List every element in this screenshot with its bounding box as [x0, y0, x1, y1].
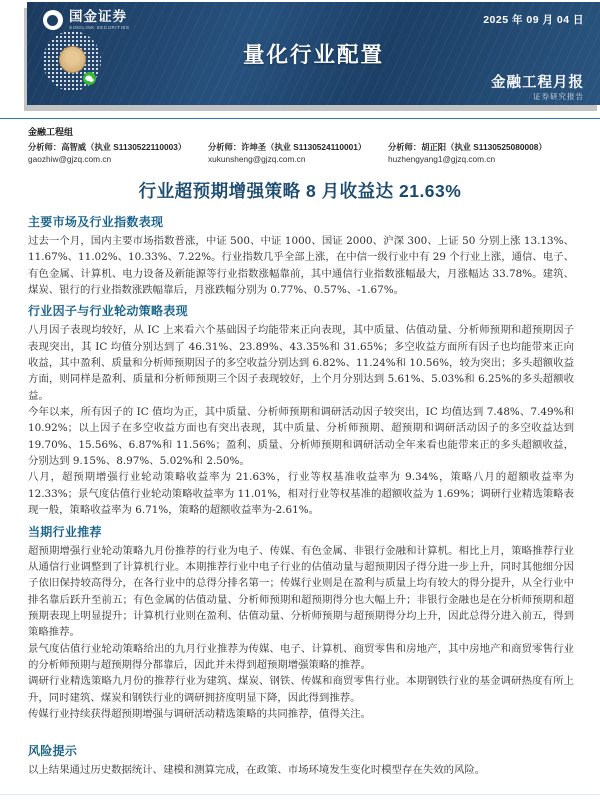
analyst-name: 分析师：高智威（执业 S1130522110003）: [28, 142, 187, 152]
paragraph: 过去一个月，国内主要市场指数普涨，中证 500、中证 1000、国证 2000、沪深 300、上证 50 分别上涨 13.13%、11.67%、11.02%、10.33%、7.22%。行业指数几乎全部上涨，在中信一级行业中有 29 个行业上涨，通信、电子、有色金属、计算机、电力设备及新能源等行业指数涨幅靠前，其中通信行业指数涨幅最大，月涨幅达 33.78%。建筑、煤炭、银行的行业指数涨跌幅靠后，月涨跌幅分别为 0.77%、0.57%、-1.67%。: [28, 235, 574, 297]
report-main-title: 行业超预期增强策略 8 月收益达 21.63%: [138, 181, 462, 201]
analyst-name: 分析师：胡正阳（执业 S1130525080008）: [388, 142, 547, 152]
analyst-email: gaozhiw@gjzq.com.cn: [28, 154, 112, 165]
report-type-label: 金融工程月报: [491, 75, 584, 91]
paragraph: 今年以来，所有因子的 IC 值均为正，其中质量、分析师预期和调研活动因子较突出，IC 均值达到 7.48%、7.49%和 10.92%；以上因子在多空收益方面也有突出表现，其中质量、分析师预期、超预期和调研活动因子的多空收益达到 19.70%、15.56%、6.87%和 11.56%；盈利、质量、分析师预期和调研活动全年来看也能带来正的多头超额收益，分别达到 9.15%、8.97%、5.02%和 2.50%。: [28, 406, 574, 468]
paragraph: 八月因子表现均较好，从 IC 上来看六个基础因子均能带来正向表现，其中质量、估值动量、分析师预期和超预期因子表现突出，其 IC 均值分别达到了 46.31%、23.89%、43.35%和 31.65%；多空收益方面所有因子也均能带来正向收益，其中盈利、质量和分析师预期因子的多空收益分别达到 6.82%、11.24%和 10.56%，较为突出；多头超额收益方面，则同样是盈利、质量和分析师预期三个因子表现较好，上个月分别达到 5.61%、5.03%和 6.25%的多头超额收益。: [28, 324, 574, 402]
header-banner: [27, 2, 600, 105]
header-divider: [0, 118, 600, 119]
footer-divider: [0, 794, 600, 795]
sinolink-logo-icon: [43, 10, 63, 30]
brand-name-en: SINOLINK SECURITIES: [69, 24, 130, 30]
analyst-card: [28, 141, 208, 165]
analyst-block: [28, 125, 580, 165]
report-subtype-label: 证券研究报告: [533, 92, 584, 101]
section-heading: 主要市场及行业指数表现: [28, 215, 164, 229]
analyst-email: huzhengyang1@gjzq.com.cn: [388, 154, 496, 165]
team-group-label: 金融工程组: [28, 127, 74, 137]
paragraph: 传媒行业持续获得超预期增强与调研活动精选策略的共同推荐，值得关注。: [28, 707, 371, 720]
analyst-card: [388, 141, 568, 165]
paragraph: 以上结果通过历史数据统计、建模和测算完成，在政策、市场环境发生变化时模型存在失效的风险。: [28, 764, 486, 777]
paragraph: 景气度估值行业轮动策略给出的九月行业推荐为传媒、电子、计算机、商贸零售和房地产，其中房地产和商贸零售行业的分析师预期与超预期得分都靠后，因此并未得到超预期增强策略的推荐。: [28, 642, 574, 671]
wechat-icon: [83, 72, 96, 85]
section-risk-warning: [28, 742, 574, 778]
report-body: [28, 209, 574, 779]
banner-title: 量化行业配置: [242, 43, 384, 67]
analyst-card: [208, 141, 388, 165]
section-factor-strategy: [28, 302, 574, 518]
section-industry-recommendation: [28, 523, 574, 723]
section-heading: 当期行业推荐: [28, 524, 102, 539]
paragraph: 超预期增强行业轮动策略九月份推荐的行业为电子、传媒、有色金属、非银行金融和计算机。相比上月，策略推荐行业从通信行业调整到了计算机行业。本期推荐行业中电子行业的估值动量与超预期因子得分进一步上升，同时其他细分因子依旧保持较高得分，在各行业中的总得分排名第一；传媒行业则是在盈利与质量上均有较大的得分提升，从全行业中排名靠后跃升至前五；有色金属的估值动量、分析师预期和超预期得分也大幅上升；非银行金融也是在分析师预期和超预期表现上明显提升；计算机行业则在盈利、估值动量、分析师预期与超预期得分均上升，因此总得分进入前五，得到策略推荐。: [28, 544, 574, 639]
brand-logo: [43, 10, 130, 30]
section-heading: 风险提示: [28, 744, 78, 759]
section-heading: 行业因子与行业轮动策略表现: [28, 304, 188, 319]
paragraph: 调研行业精选策略九月份的推荐行业为建筑、煤炭、钢铁、传媒和商贸零售行业。本期钢铁行业的基金调研热度有所上升，同时建筑、煤炭和钢铁行业的调研拥挤度明显下降，因此得到推荐。: [28, 675, 574, 704]
brand-name-cn: 国金证券: [69, 9, 127, 24]
analyst-email: xukunsheng@gjzq.com.cn: [208, 154, 306, 165]
paragraph: 八月，超预期增强行业轮动策略收益率为 21.63%，行业等权基准收益率为 9.34%，策略八月的超额收益率为 12.33%；景气度估值行业轮动策略收益率为 11.01%，相对行业等权基准的超额收益为 1.69%；调研行业精选策略表现一般，策略收益率为 6.71%，策略的超额收益率为-2.61%。: [28, 471, 574, 517]
section-market-performance: [28, 213, 574, 298]
report-date: 2025 年 09 月 04 日: [483, 14, 584, 26]
analyst-name: 分析师：许坤圣（执业 S1130524110001）: [208, 142, 367, 152]
